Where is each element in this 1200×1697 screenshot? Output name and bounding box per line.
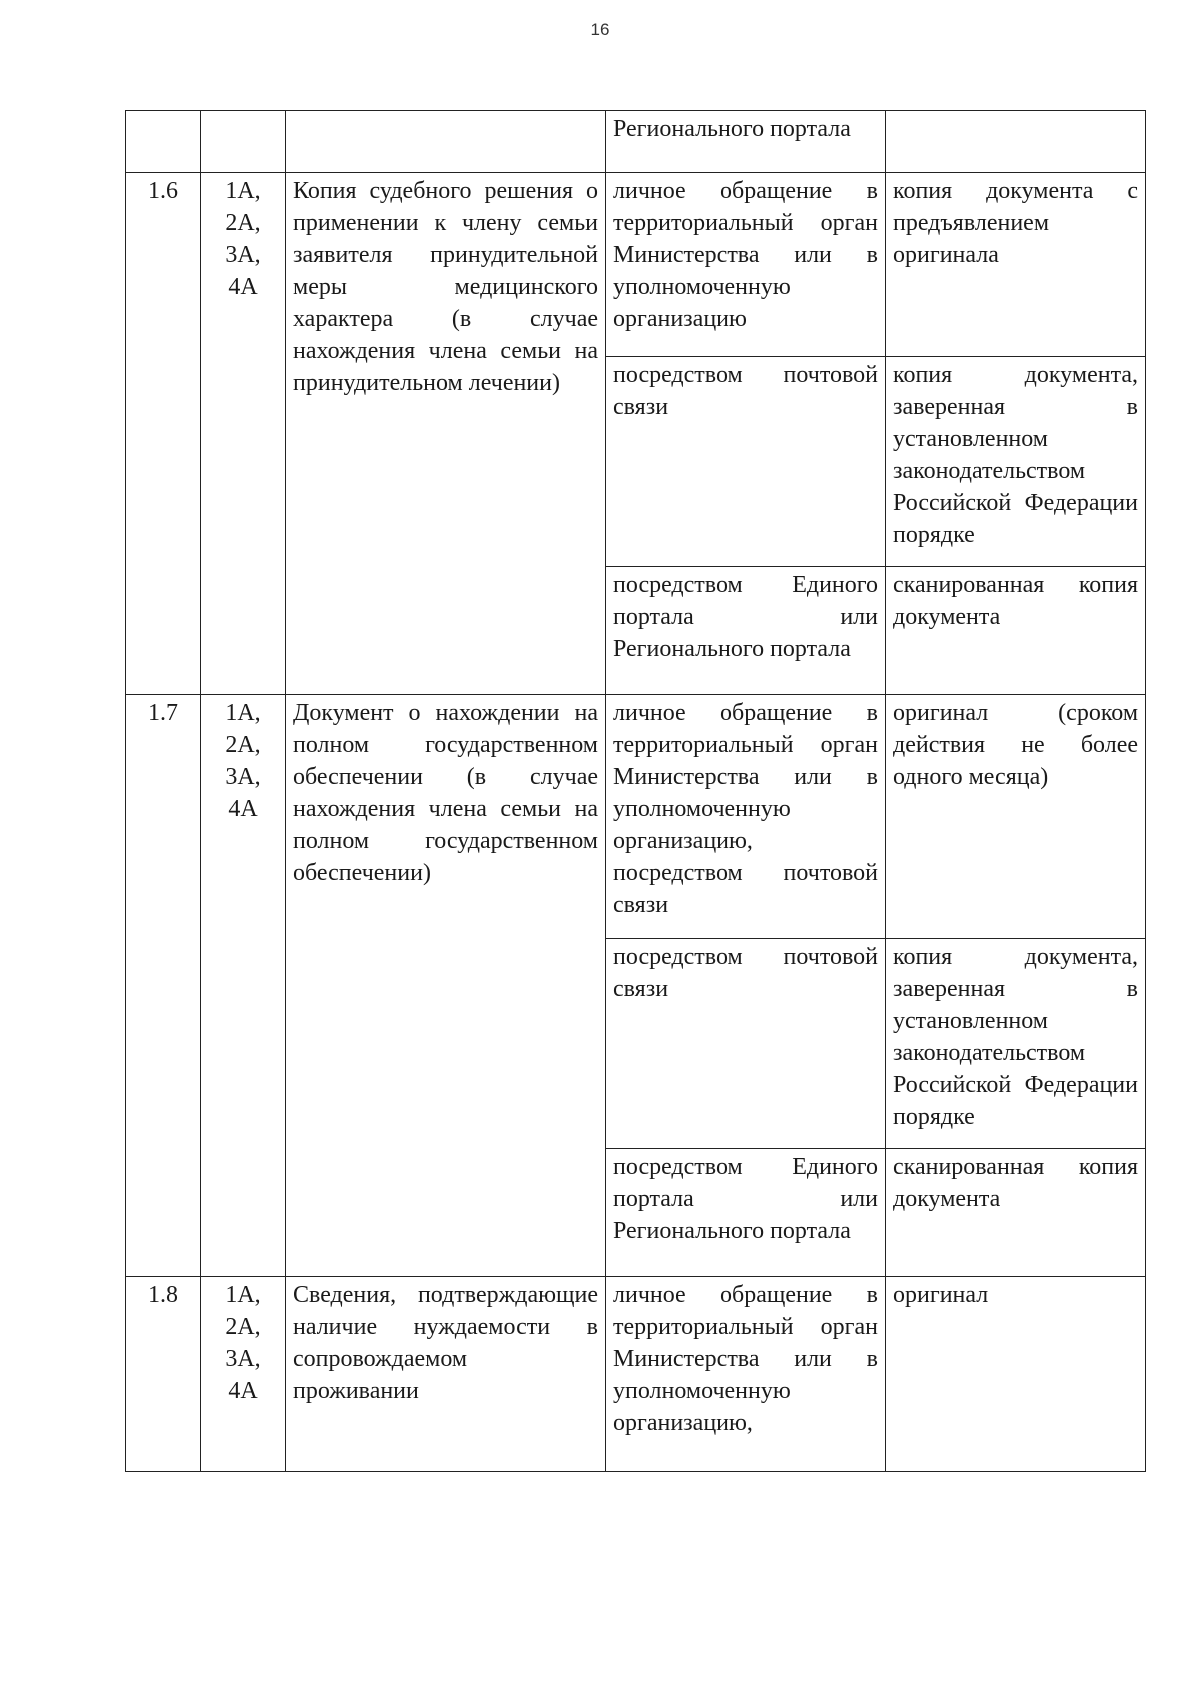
submission-method-cell: посредством почтовой связи [606, 357, 886, 567]
category-code: 1А, [225, 1282, 261, 1308]
document-form-cell: сканированная копия документа [886, 567, 1146, 695]
document-name-cell [286, 111, 606, 173]
category-codes-cell [201, 695, 286, 1277]
page-number: 16 [590, 20, 610, 39]
category-code: 3А, [225, 764, 261, 790]
submission-method-cell: Регионального портала [606, 111, 886, 173]
category-code: 3А, [225, 1346, 261, 1372]
category-code: 1А, [225, 178, 261, 204]
document-form-cell: копия документа с предъявлением оригинала [886, 173, 1146, 357]
document-form-cell: оригинал (сроком действия не более одного месяца) [886, 695, 1146, 939]
document-name-cell: Документ о нахождении на полном государственном обеспечении (в случае нахождения члена семьи на полном государственном обеспечении) [286, 695, 606, 1277]
submission-method-cell: личное обращение в территориальный орган Министерства или в уполномоченную организацию [606, 173, 886, 357]
category-code: 2А, [225, 732, 261, 758]
document-form-cell: копия документа, заверенная в установленном законодательством Российской Федерации порядке [886, 357, 1146, 567]
category-code: 2А, [225, 210, 261, 236]
submission-method-cell: посредством почтовой связи [606, 939, 886, 1149]
submission-method-cell: посредством Единого портала или Регионального портала [606, 567, 886, 695]
row-number-cell [126, 111, 201, 173]
document-name-cell: Копия судебного решения о применении к члену семьи заявителя принудительной меры медицинского характера (в случае нахождения члена семьи на принудительном лечении) [286, 173, 606, 695]
table-row [126, 695, 1146, 939]
submission-method-cell: посредством Единого портала или Регионального портала [606, 1149, 886, 1277]
table-row-continuation [126, 111, 1146, 173]
document-name-cell: Сведения, подтверждающие наличие нуждаемости в сопровождаемом проживании [286, 1277, 606, 1472]
table-row [126, 1277, 1146, 1472]
table-row [126, 173, 1146, 357]
category-code: 4А [228, 274, 258, 300]
document-requirements-table [125, 110, 1146, 1472]
category-code: 2А, [225, 1314, 261, 1340]
row-number-cell: 1.8 [126, 1277, 201, 1472]
document-form-cell: оригинал [886, 1277, 1146, 1472]
category-codes-cell [201, 111, 286, 173]
row-number-cell: 1.7 [126, 695, 201, 1277]
row-number-cell: 1.6 [126, 173, 201, 695]
category-code: 3А, [225, 242, 261, 268]
category-code: 4А [228, 1378, 258, 1404]
category-codes-cell [201, 1277, 286, 1472]
category-codes-cell [201, 173, 286, 695]
document-form-cell: копия документа, заверенная в установленном законодательством Российской Федерации порядке [886, 939, 1146, 1149]
submission-method-cell: личное обращение в территориальный орган Министерства или в уполномоченную организацию, [606, 1277, 886, 1472]
document-form-cell [886, 111, 1146, 173]
category-code: 4А [228, 796, 258, 822]
submission-method-cell: личное обращение в территориальный орган Министерства или в уполномоченную организацию, посредством почтовой связи [606, 695, 886, 939]
category-code: 1А, [225, 700, 261, 726]
document-form-cell: сканированная копия документа [886, 1149, 1146, 1277]
